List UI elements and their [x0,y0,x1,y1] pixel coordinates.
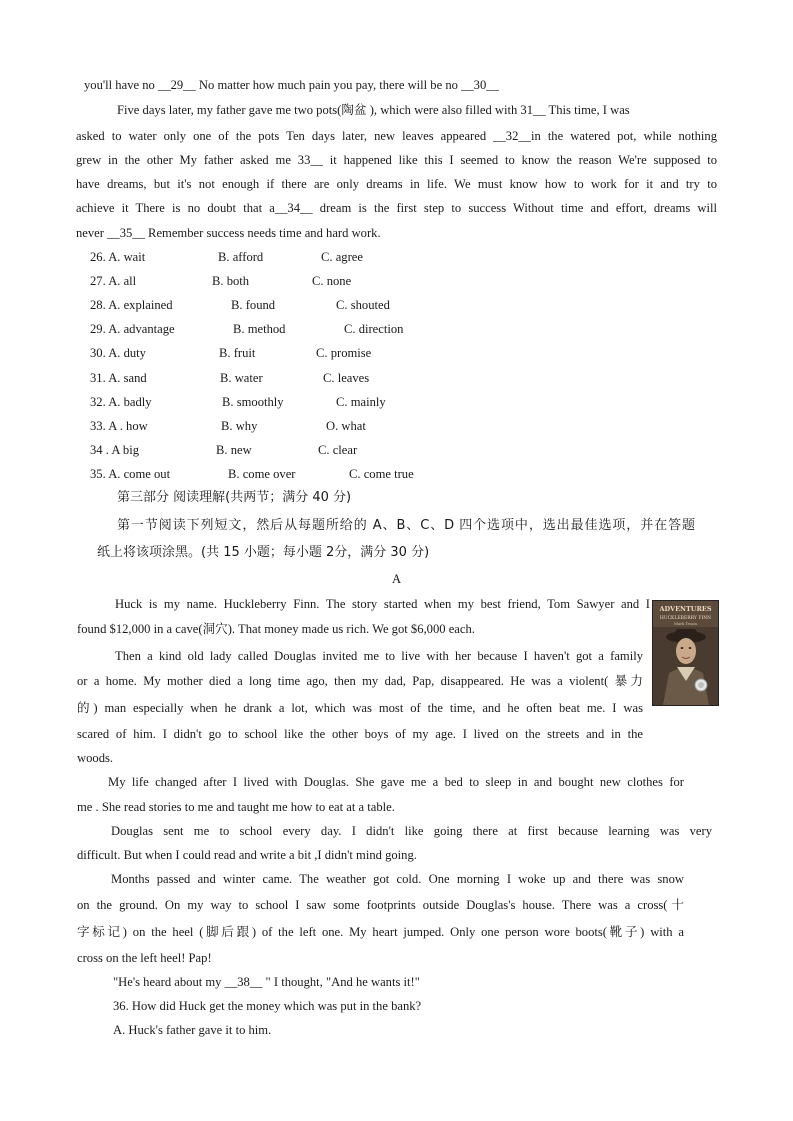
option-29-a: 29. A. advantage [90,322,175,336]
passage-line-4: or a home. My mother died a long time ago, then my dad, Pap, disappeared. He was a violent( 暴力 [77,674,643,688]
passage-line-3: Then a kind old lady called Douglas invited me to live with her because I haven't got a family [115,649,643,663]
option-28-a: 28. A. explained [90,298,173,312]
option-30-b: B. fruit [219,346,256,360]
book-cover-title: ADVENTURES [659,605,712,613]
passage-line-2: found $12,000 in a cave(洞穴). That money made us rich. We got $6,000 each. [77,622,475,636]
option-27-a: 27. A. all [90,274,137,288]
option-34-b: B. new [216,443,252,457]
option-31-c: C. leaves [323,371,370,385]
option-29-b: B. method [233,322,286,336]
option-32-c: C. mainly [336,395,386,409]
passage-line-1: Huck is my name. Huckleberry Finn. The story started when my best friend, Tom Sawyer and I [115,597,650,611]
book-cover-illustration [653,601,718,705]
option-35-a: 35. A. come out [90,467,171,481]
passage-line-13: on the ground. On my way to school I saw some footprints outside Douglas's house. There was a cross(十 [77,898,684,912]
passage-line-8: My life changed after I lived with Douglas. She gave me a bed to sleep in and bought new clothes for [108,775,684,789]
section-title: 第三部分 阅读理解(共两节；满分 40 分) [117,490,352,505]
passage-line-15: cross on the left heel! Pap! [77,951,212,965]
book-cover-image [652,600,719,706]
option-33-b: B. why [221,419,258,433]
option-26-b: B. afford [218,250,264,264]
passage-line-7: woods. [77,751,114,765]
option-28-c: C. shouted [336,298,390,312]
passage-line-10: Douglas sent me to school every day. I didn't like going there at first because learning was very [111,824,712,838]
book-cover-author: Mark Twain [673,621,698,626]
option-35-b: B. come over [228,467,296,481]
option-33-a: 33. A . how [90,419,148,433]
passage-line-11: difficult. But when I could read and write a bit ,I didn't mind going. [77,848,417,862]
cloze-line-7: never __35__ Remember success needs time and hard work. [76,226,381,240]
book-cover-subtitle: HUCKLEBERRY FINN [659,616,712,621]
passage-line-12: Months passed and winter came. The weather got cold. One morning I woke up and there was snow [111,872,684,886]
passage-line-14: 字标记) on the heel (脚后跟) of the left one. My heart jumped. Only one person wore boots(靴子) with a [77,925,684,939]
option-31-a: 31. A. sand [90,371,147,385]
question-36: 36. How did Huck get the money which was put in the bank? [113,999,422,1013]
option-29-c: C. direction [344,322,404,336]
option-26-c: C. agree [321,250,363,264]
cloze-line-3: asked to water only one of the pots Ten days later, new leaves appeared __32__in the watered pot, while nothing [76,129,717,143]
option-34-c: C. clear [318,443,358,457]
option-30-a: 30. A. duty [90,346,146,360]
passage-line-5: 的) man especially when he drank a lot, which was most of the time, and he often beat me. I was [77,701,643,715]
cloze-line-2: Five days later, my father gave me two pots(陶盆 ), which were also filled with 31__ This time, I was [117,103,630,117]
option-28-b: B. found [231,298,276,312]
passage-line-9: me . She read stories to me and taught me how to eat at a table. [77,800,395,814]
option-27-c: C. none [312,274,352,288]
question-36-option-a: A. Huck's father gave it to him. [113,1023,272,1037]
option-32-a: 32. A. badly [90,395,152,409]
section-instruction-1: 第一节阅读下列短文，然后从每题所给的 A、B、C、D 四个选项中，选出最佳选项，并在答题 [117,518,695,533]
section-instruction-2: 纸上将该项涂黑。(共 15 小题；每小题 2分，满分 30 分) [97,545,430,560]
cloze-line-6: achieve it There is no doubt that a__34__ dream is the first step to success Without time and effort, dreams will [76,201,717,215]
option-30-c: C. promise [316,346,372,360]
option-26-a: 26. A. wait [90,250,146,264]
option-33-c: O. what [326,419,366,433]
passage-label: A [391,572,402,586]
option-27-b: B. both [212,274,250,288]
option-32-b: B. smoothly [222,395,284,409]
cloze-line-4: grew in the other My father asked me 33__ it happened like this I seemed to know the reason We're supposed to [76,153,717,167]
passage-line-16: "He's heard about my __38__ " I thought, "And he wants it!" [113,975,420,989]
option-35-c: C. come true [349,467,414,481]
passage-line-6: scared of him. I didn't go to school like the other boys of my age. I lived on the streets and in the [77,727,643,741]
option-34-a: 34 . A big [90,443,139,457]
option-31-b: B. water [220,371,263,385]
cloze-line-5: have dreams, but it's not enough if there are only dreams in life. We must know how to work for it and try to [76,177,717,191]
cloze-line-1: you'll have no __29__ No matter how much pain you pay, there will be no __30__ [84,78,499,92]
